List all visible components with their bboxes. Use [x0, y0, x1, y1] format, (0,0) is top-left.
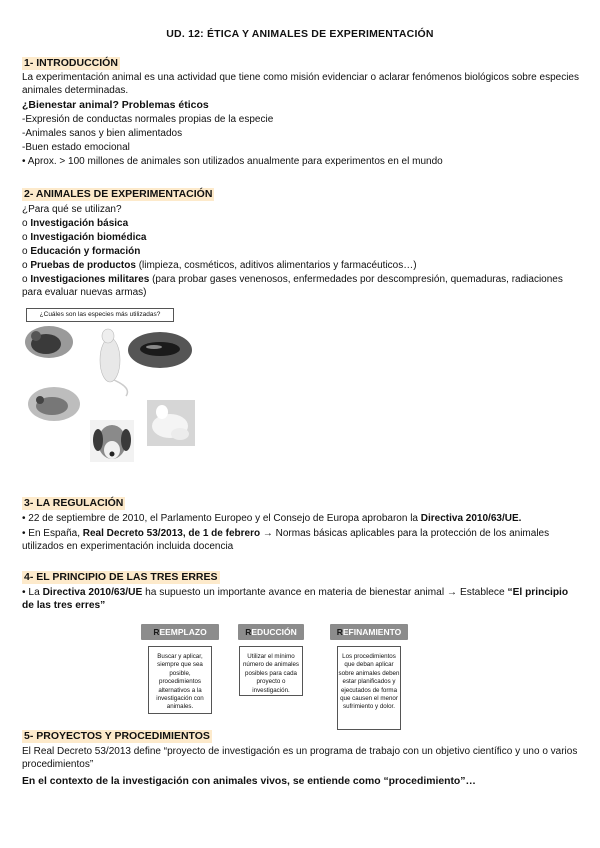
s1-item-1: -Expresión de conductas normales propias de la especie — [22, 114, 274, 125]
list-bullet: o — [22, 246, 28, 257]
use-military-research: Investigaciones militares — [30, 274, 150, 285]
section-2-heading: 2- ANIMALES DE EXPERIMENTACIÓN — [24, 188, 213, 200]
species-image-caption: ¿Cuáles son las especies más utilizadas? — [26, 308, 174, 322]
guinea-pig-photo — [28, 387, 80, 421]
s2-use-1 — [22, 217, 582, 230]
use-basic-research: Investigación básica — [30, 218, 129, 229]
reduction-title: EDUCCIÓN — [251, 627, 297, 637]
section-4-heading: 4- EL PRINCIPIO DE LAS TRES ERRES — [24, 571, 218, 583]
section-1-heading: 1- INTRODUCCIÓN — [24, 57, 118, 69]
s4-line-1-mid: ha supuesto un importante avance en materia de bienestar animal → Establece — [142, 587, 508, 598]
s1-item-4: • Aprox. > 100 millones de animales son utilizados anualmente para experimentos en el mundo — [22, 156, 443, 167]
directive-reference: Directiva 2010/63/UE. — [420, 513, 522, 524]
refinement-title: EFINAMIENTO — [342, 627, 402, 637]
use-education: Educación y formación — [30, 246, 141, 257]
refinement-initial: R — [336, 627, 343, 637]
s4-line-1-text: • La — [22, 587, 43, 598]
mouse-photo — [25, 326, 73, 358]
reduction-box-header — [238, 624, 304, 640]
reduction-initial: R — [245, 627, 252, 637]
s2-use-3 — [22, 245, 582, 258]
use-product-testing-detail: (limpieza, cosméticos, aditivos alimentarios y farmacéuticos…) — [135, 260, 417, 271]
rabbit-photo — [147, 400, 195, 446]
page-title: UD. 12: ÉTICA Y ANIMALES DE EXPERIMENTACIÓN — [166, 28, 434, 40]
s1-item-3: -Buen estado emocional — [22, 142, 130, 153]
list-bullet: o — [22, 260, 28, 271]
three-rs-principle: “El principio de las tres erres” — [22, 587, 569, 611]
s3-line-2-rest: → Normas básicas aplicables para la protección de los animales utilizados en experimentación incluida docencia — [22, 528, 550, 552]
replacement-initial: R — [153, 627, 160, 637]
s5-procedure-context: En el contexto de la investigación con animales vivos, se entiende como “procedimiento”… — [22, 776, 476, 787]
replacement-box-header — [141, 624, 219, 640]
royal-decree-reference: Real Decreto 53/2013, de 1 de febrero — [82, 528, 261, 539]
species-photo-collage — [22, 322, 197, 472]
s2-use-2 — [22, 231, 582, 244]
list-bullet: o — [22, 274, 28, 285]
refinement-box-text: Los procedimientos que deban aplicar sobre animales deben estar planificados y ejecutados de forma que causen el menor sufrimiento y dolor. — [337, 646, 401, 730]
s2-use-5 — [22, 273, 582, 299]
fish-photo — [128, 332, 192, 368]
list-bullet: o — [22, 232, 28, 243]
list-bullet: o — [22, 218, 28, 229]
replacement-box-text: Buscar y aplicar, siempre que sea posible, procedimientos alternativos a la investigación con animales. — [148, 646, 212, 714]
dog-photo — [90, 420, 134, 462]
s3-line-1-text: • 22 de septiembre de 2010, el Parlamento Europeo y el Consejo de Europa aprobaron la — [22, 513, 421, 524]
s5-definition: El Real Decreto 53/2013 define “proyecto de investigación es un programa de trabajo con un objetivo científico y uno o varios procedimientos” — [22, 746, 578, 770]
s1-item-2: -Animales sanos y bien alimentados — [22, 128, 183, 139]
s3-line-2 — [22, 527, 582, 553]
s2-question: ¿Para qué se utilizan? — [22, 204, 122, 215]
s3-line-1 — [22, 512, 582, 525]
use-biomedical-research: Investigación biomédica — [30, 232, 147, 243]
replacement-title: EEMPLAZO — [159, 627, 207, 637]
use-product-testing: Pruebas de productos — [30, 260, 136, 271]
section-5-heading: 5- PROYECTOS Y PROCEDIMIENTOS — [24, 730, 210, 742]
refinement-box-header — [330, 624, 408, 640]
rat-photo — [100, 329, 128, 396]
s2-use-4 — [22, 259, 582, 272]
s4-line-1 — [22, 586, 582, 612]
s1-intro-paragraph: La experimentación animal es una actividad que tiene como misión evidenciar o aclarar fenómenos biológicos sobre especies animales determinadas. — [22, 72, 579, 96]
use-military-detail: (para probar gases venenosos, enfermedades por descompresión, quemaduras, radiaciones para evaluar nuevas armas) — [22, 274, 563, 298]
reduction-box-text: Utilizar el mínimo número de animales posibles para cada proyecto o investigación. — [239, 646, 303, 696]
s4-directive-reference: Directiva 2010/63/UE — [42, 587, 143, 598]
s3-line-2-text: • En España, — [22, 528, 83, 539]
s1-question: ¿Bienestar animal? Problemas éticos — [22, 99, 209, 111]
section-3-heading: 3- LA REGULACIÓN — [24, 497, 124, 509]
